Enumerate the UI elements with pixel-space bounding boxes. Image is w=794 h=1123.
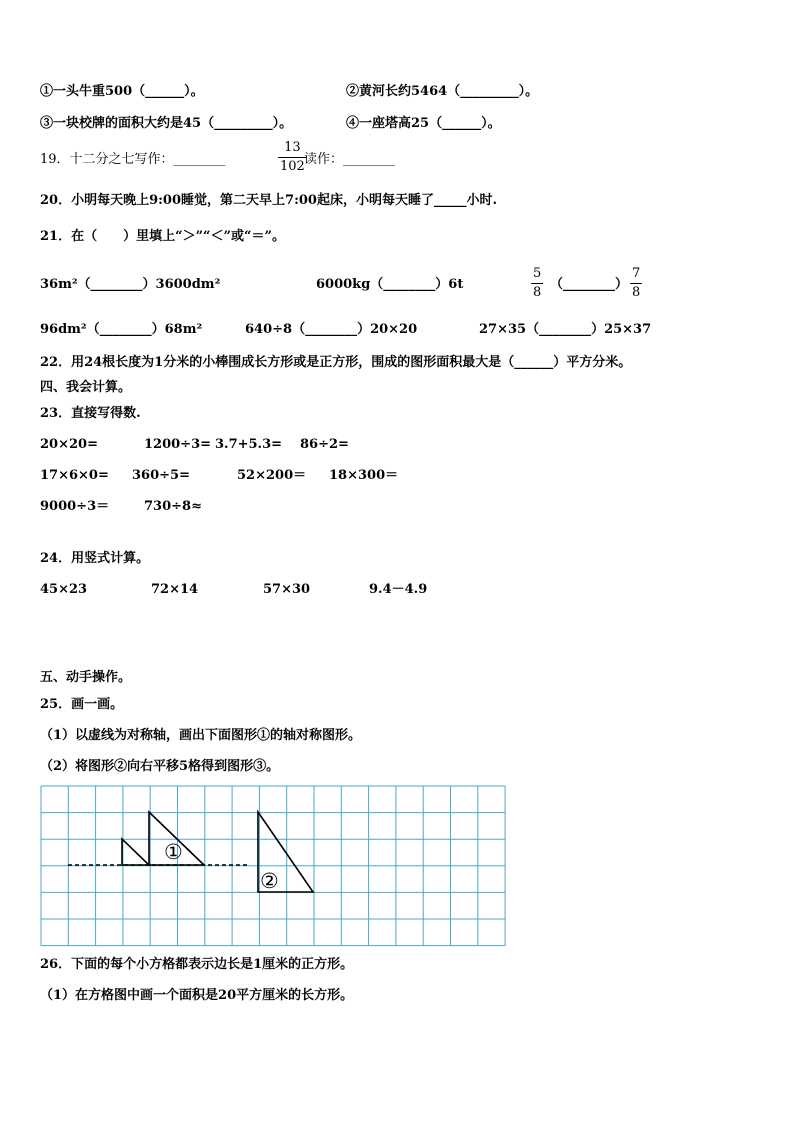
- q19-fraction: [278, 140, 307, 174]
- q24-item: 45×23: [40, 582, 88, 597]
- q22-question: 22．用24根长度为1分米的小棒围成长方形或是正方形，围成的图形面积最大是（______）平方分米。: [40, 355, 632, 370]
- figure-1-label: ①: [164, 840, 183, 864]
- section-4-title: 四、我会计算。: [40, 380, 132, 395]
- q24-item: 72×14: [151, 582, 199, 597]
- q18-item-4: ④一座塔高25（______）。: [346, 116, 501, 131]
- section-5-title: 五、动手操作。: [40, 670, 132, 685]
- q23-item: 20×20=: [40, 437, 98, 452]
- fraction-denominator: 8: [533, 285, 542, 300]
- q26-title: 26．下面的每个小方格都表示边长是1厘米的正方形。: [40, 957, 354, 972]
- q24-item: 9.4－4.9: [369, 582, 428, 597]
- q21-title: 21．在（ ）里填上“＞”“＜”或“＝”。: [40, 229, 285, 244]
- q18-item-2: ②黄河长约5464（_________）。: [346, 84, 539, 99]
- fraction-numerator: 7: [632, 266, 641, 281]
- q21-row1-c-blank: （________）: [550, 277, 629, 292]
- q18-item-1: ①一头牛重500（______）。: [40, 84, 204, 99]
- fraction-bar: [531, 283, 543, 284]
- q23-item: 86÷2=: [300, 437, 349, 452]
- fraction-numerator: 5: [533, 266, 542, 281]
- q21-row2-b: 640÷8（________）20×20: [245, 322, 418, 337]
- fraction-denominator: 8: [632, 285, 641, 300]
- figure-1-small-triangle: [122, 839, 149, 865]
- q23-item: 1200÷3=: [144, 437, 212, 452]
- q23-item: 17×6×0=: [40, 468, 109, 483]
- q25-sub-1: （1）以虚线为对称轴，画出下面图形①的轴对称图形。: [40, 728, 362, 743]
- q23-item: 730÷8≈: [144, 499, 202, 514]
- q21-fraction-left: [531, 266, 543, 300]
- q24-item: 57×30: [263, 582, 311, 597]
- q19-question: [40, 152, 226, 168]
- q19-blank-1[interactable]: ________: [173, 152, 226, 167]
- q21-row1-b: 6000kg（________）6t: [316, 277, 464, 292]
- q21-row1-a: 36m²（________）3600dm²: [40, 277, 221, 292]
- q19-label: 19．十二分之七写作：: [40, 152, 174, 167]
- q19-read-label: 读作：: [304, 152, 344, 167]
- q19-fraction-denominator: 102: [280, 159, 305, 174]
- q21-row2-c: 27×35（________）25×37: [479, 322, 652, 337]
- q25-title: 25．画一画。: [40, 697, 124, 712]
- q23-item: 360÷5=: [132, 468, 190, 483]
- q25-grid-figure: [40, 785, 506, 951]
- q23-item: 9000÷3＝: [40, 499, 110, 514]
- q23-item: 3.7+5.3=: [215, 437, 283, 452]
- q19-fraction-numerator: 13: [284, 140, 301, 155]
- q18-item-3: ③一块校牌的面积大约是45（_________）。: [40, 116, 293, 131]
- q25-sub-2: （2）将图形②向右平移5格得到图形③。: [40, 759, 280, 774]
- q21-fraction-right: [630, 266, 642, 300]
- q21-row2-a: 96dm²（________）68m²: [40, 322, 203, 337]
- q23-item: 52×200＝: [237, 468, 307, 483]
- q26-sub-1: （1）在方格图中画一个面积是20平方厘米的长方形。: [40, 988, 354, 1003]
- q19-read: [304, 152, 395, 168]
- fraction-bar: [278, 157, 307, 158]
- q23-title: 23．直接写得数.: [40, 406, 141, 421]
- q23-item: 18×300＝: [329, 468, 399, 483]
- grid-lines: [41, 786, 505, 946]
- grid-svg: [40, 785, 506, 947]
- fraction-bar: [630, 283, 642, 284]
- q20-question: 20．小明每天晚上9:00睡觉，第二天早上7:00起床，小明每天睡了_____小时.: [40, 193, 497, 208]
- figure-2-label: ②: [260, 869, 279, 893]
- q24-title: 24．用竖式计算。: [40, 551, 150, 566]
- q19-blank-2[interactable]: ________: [343, 152, 396, 167]
